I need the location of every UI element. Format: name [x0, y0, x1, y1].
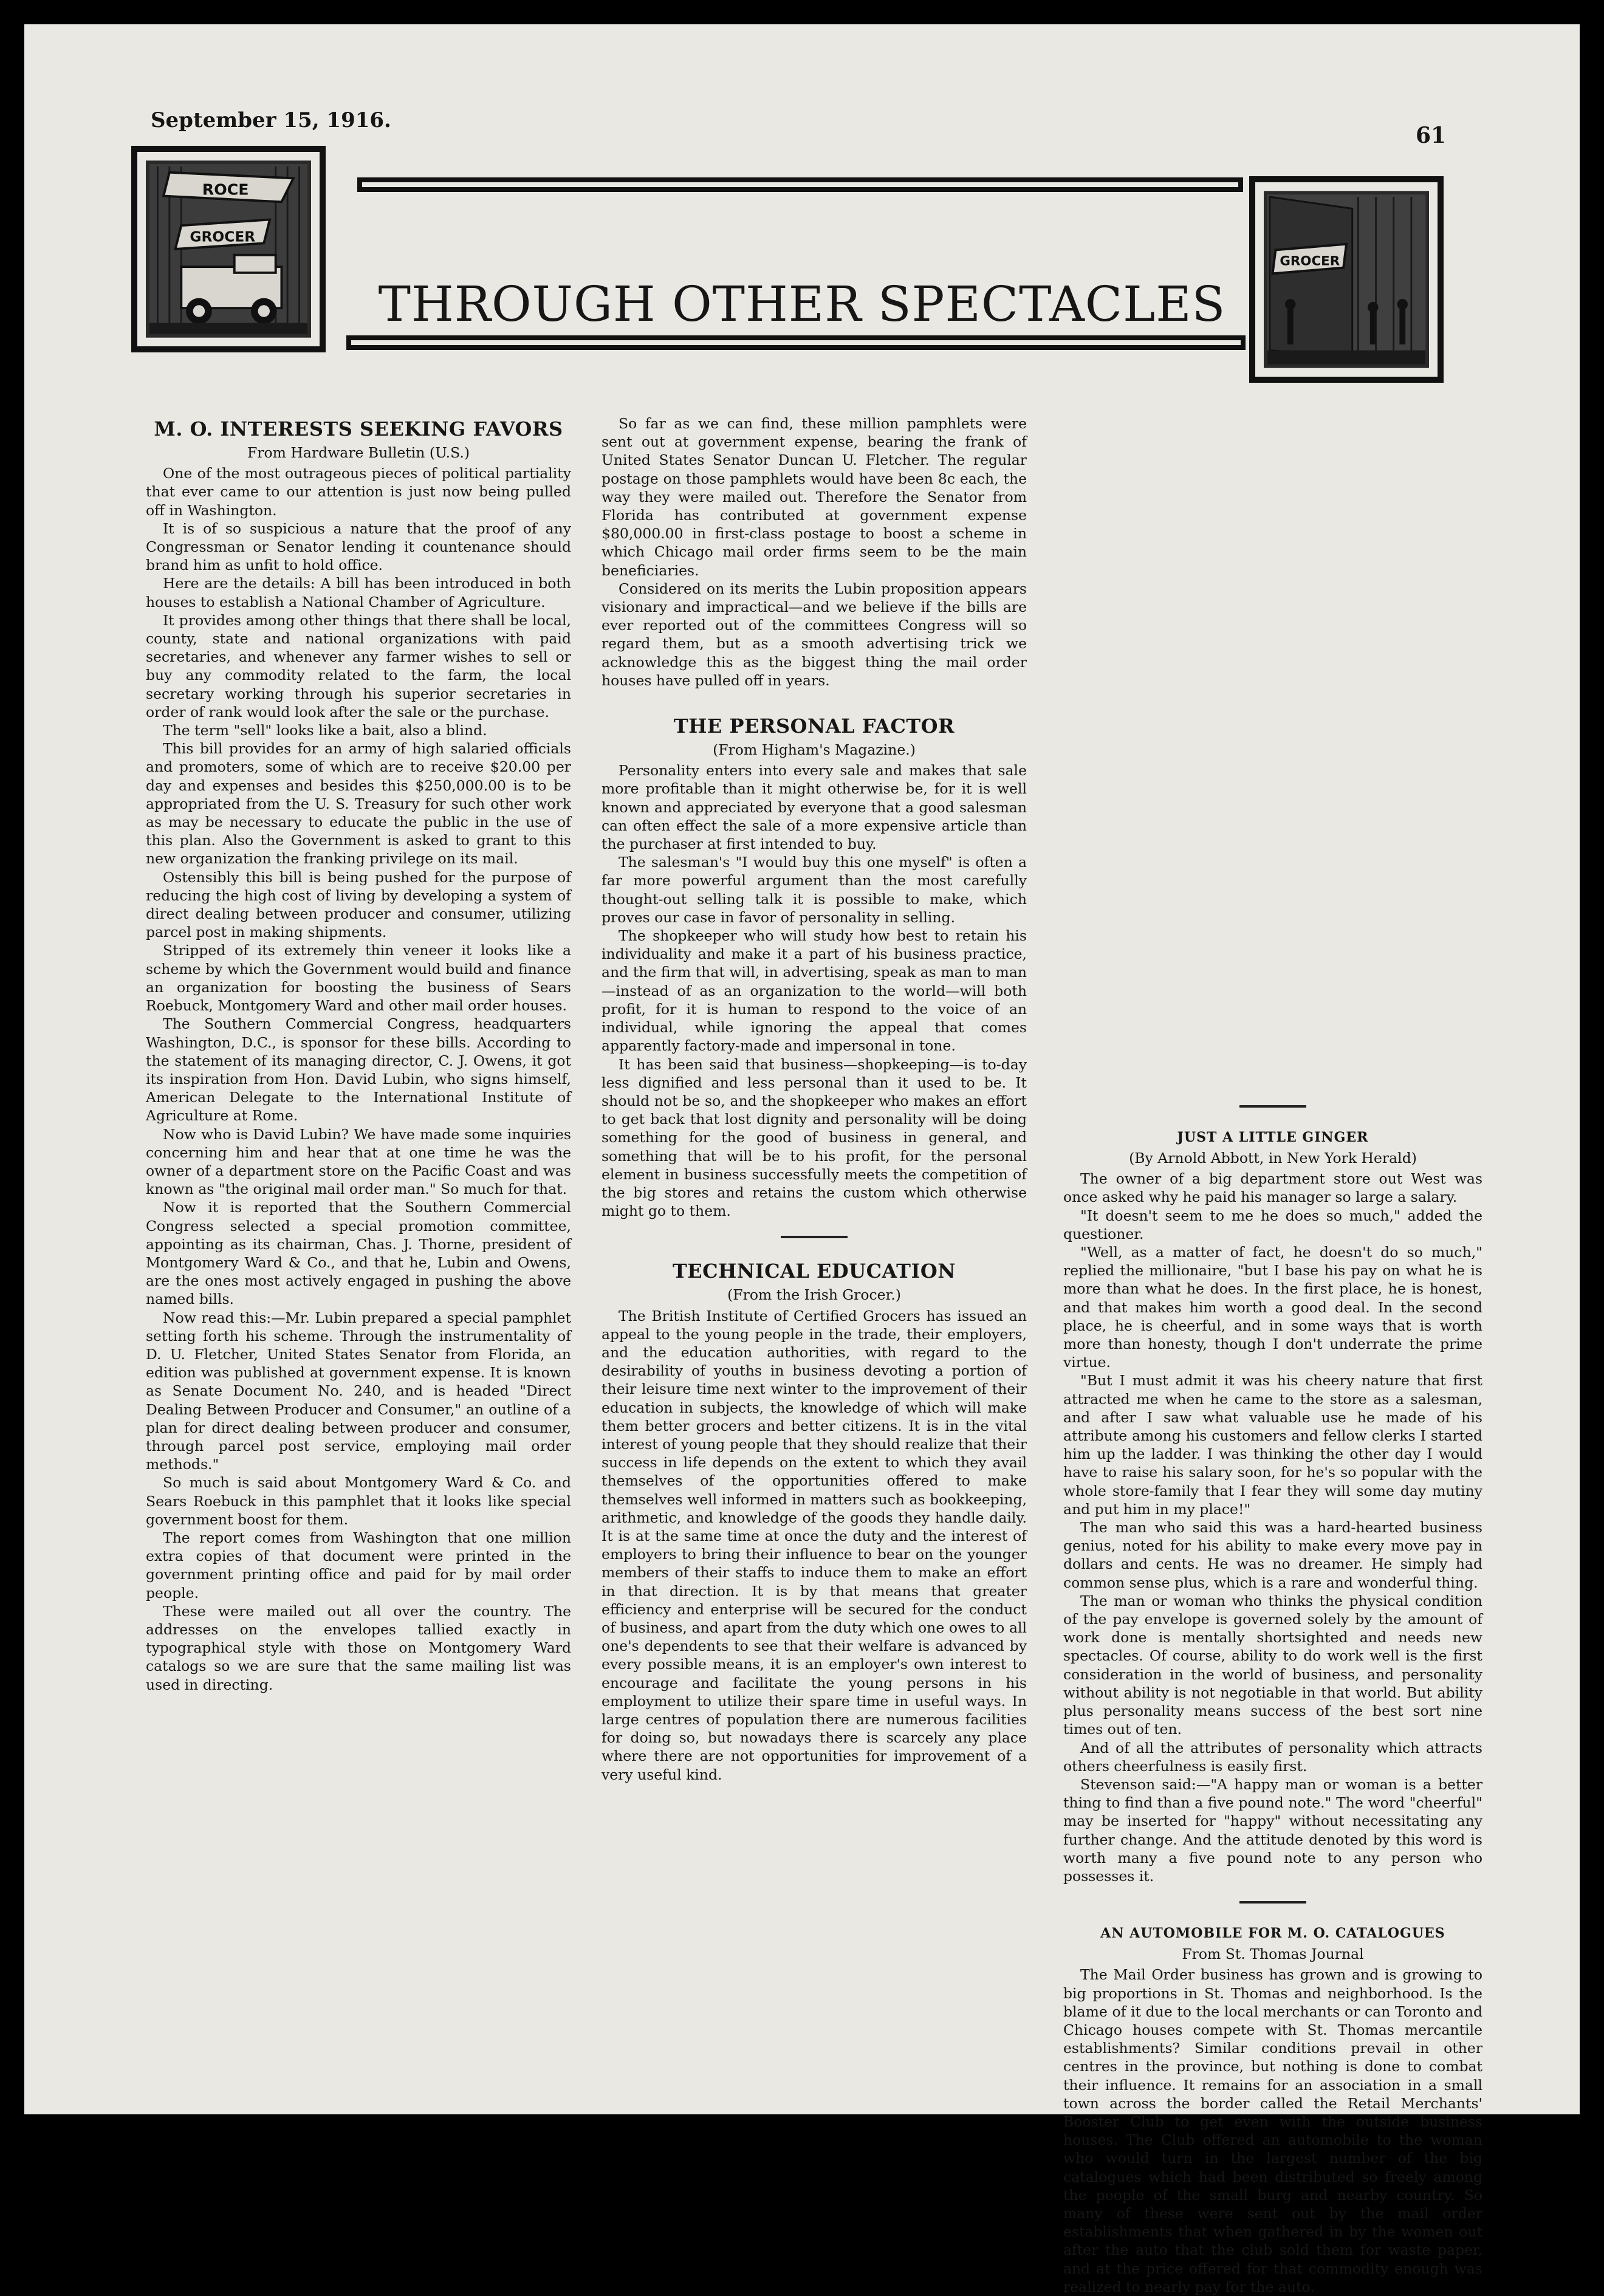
paragraph: This bill provides for an army of high salaried officials and promoters, some of which are to receive $20.00 per day and expenses and besides this $250,000.00 is to be appropriated from the U. S. Treasury for such other work as may be necessary to educate the public in the use of this plan. Also the Government is asked to grant to this new organization the franking privilege on its mail. — [146, 740, 571, 868]
grocery-storefront-pedestrians-icon — [1264, 191, 1429, 368]
paragraph: The man who said this was a hard-hearted business genius, noted for his ability to make every move pay in dollars and cents. He was no dreamer. He simply had common sense plus, which is a rare and wonderful thing. — [1063, 1519, 1482, 1591]
paragraph: "Well, as a matter of fact, he doesn't do so much," replied the millionaire, "but I base his pay on what he is more than what he does. In the first place, he is honest, and that makes him worth a good deal. In the second place, he is cheerful, and in some ways that is worth more than honesty, though I don't underrate the prime virtue. — [1063, 1244, 1482, 1371]
grocery-store-illustration-right — [1249, 176, 1444, 383]
paragraph: The owner of a big department store out West was once asked why he paid his manager so large a salary. — [1063, 1170, 1482, 1206]
article-source: (From the Irish Grocer.) — [727, 1286, 901, 1304]
separator-rule — [1239, 1901, 1306, 1904]
sign-roce: ROCE — [202, 180, 249, 199]
paragraph: The term "sell" looks like a bait, also a blind. — [163, 722, 487, 739]
magazine-page — [24, 24, 1580, 2295]
page-number: 61 — [1416, 123, 1447, 148]
article-heading-mo-interests: M. O. INTERESTS SEEKING FAVORS — [154, 417, 563, 440]
paragraph: The shopkeeper who will study how best to retain his individuality and make it a part of his business practice, and the firm that will, in advertising, speak as man to man—instead of as an organization to the world—will both profit, for it is human to respond to the voice of an individual, while ignoring the appeal that comes apparently factory-made and impersonal in tone. — [602, 927, 1027, 1055]
article-source: (By Arnold Abbott, in New York Herald) — [1129, 1150, 1417, 1167]
paragraph: The man or woman who thinks the physical condition of the pay envelope is governed solely by the amount of work done is mentally shortsighted and needs new spectacles. Of course, ability to do work well is the first consideration in the world of business, and personality without ability is not negotiable in that world. But ability plus personality means success of the best sort nine times out of ten. — [1063, 1592, 1482, 1738]
paragraph: Now who is David Lubin? We have made some inquiries concerning him and hear that at one time he was the owner of a department store on the Pacific Coast and was known as "the original mail order man." So much for that. — [146, 1125, 571, 1198]
paragraph: One of the most outrageous pieces of political partiality that ever came to our attention is just now being pulled off in Washington. — [146, 465, 571, 519]
article-source: From St. Thomas Journal — [1182, 1945, 1364, 1963]
paragraph: It is of so suspicious a nature that the proof of any Congressman or Senator lending it countenance should brand him as unfit to hold office. — [146, 519, 571, 574]
article-source: From Hardware Bulletin (U.S.) — [247, 444, 470, 461]
paragraph: Here are the details: A bill has been introduced in both houses to establish a National Chamber of Agriculture. — [146, 575, 571, 611]
paragraph: Personality enters into every sale and makes that sale more profitable than it might otherwise be, for it is well known and appreciated by everyone that a good salesman can often effect the sale of a more expensive article than the purchaser at first intended to buy. — [602, 762, 1027, 853]
article-heading-technical-education: TECHNICAL EDUCATION — [672, 1259, 956, 1283]
paragraph: "But I must admit it was his cheery nature that first attracted me when he came to the store as a salesman, and after I saw what valuable use he made of his attribute among his customers and fellow clerks I started him up the ladder. I was thinking the other day I would have to raise his salary soon, for he's so popular with the whole store-family that I fear they will some day mutiny and put him in my place!" — [1063, 1372, 1482, 1518]
paragraph: So much is said about Montgomery Ward & Co. and Sears Roebuck in this pamphlet that it looks like special government boost for them. — [146, 1474, 571, 1528]
column-2 — [602, 414, 1027, 1784]
grocery-store-illustration-left — [131, 146, 326, 352]
separator-rule — [1239, 1105, 1306, 1108]
section-title: THROUGH OTHER SPECTACLES — [378, 275, 1226, 332]
paragraph: "It doesn't seem to me he does so much," added the questioner. — [1063, 1207, 1482, 1242]
paragraph: It has been said that business—shopkeeping—is to-day less dignified and less personal than it used to be. It should not be so, and the shopkeeper who makes an effort to get back that lost dignity and personality will be doing something for the good of business in general, and something that will be to his profit, for the personal element in business successfully meets the competition of the big stores and retains the custom which otherwise might go to them. — [602, 1055, 1027, 1220]
paragraph: And of all the attributes of personality which attracts others cheerfulness is easily first. — [1063, 1739, 1482, 1775]
paragraph: The salesman's "I would buy this one myself" is often a far more powerful argument than the most carefully thought-out selling talk it is possible to make, which proves our case in favor of personality in selling. — [602, 854, 1027, 926]
paragraph: The Southern Commercial Congress, headquarters Washington, D.C., is sponsor for these bills. According to the statement of its managing director, C. J. Owens, it got its inspiration from Hon. David Lubin, who signs himself, American Delegate to the International Institute of Agriculture at Rome. — [146, 1015, 571, 1125]
header-rule-bottom — [346, 335, 1246, 350]
paragraph: Stevenson said:—"A happy man or woman is a better thing to find than a five pound note." The word "cheerful" may be inserted for "happy" without necessitating any further change. And the attitude denoted by this word is worth many a five pound note to any person who possesses it. — [1063, 1775, 1482, 1885]
grocery-storefront-car-icon — [146, 160, 311, 338]
article-source: (From Higham's Magazine.) — [713, 741, 916, 759]
paragraph: So far as we can find, these million pamphlets were sent out at government expense, bearing the frank of United States Senator Duncan U. Fletcher. The regular postage on those pamphlets would have been 8c each, the way they were mailed out. Therefore the Senator from Florida has contributed at government expense $80,000.00 in first-class postage to boost a scheme in which Chicago mail order firms seem to be the main beneficiaries. — [602, 415, 1027, 579]
column-3 — [1063, 418, 1482, 2296]
paragraph: Now read this:—Mr. Lubin prepared a special pamphlet setting forth his scheme. Through the instrumentality of D. U. Fletcher, United States Senator from Florida, an edition was published at government expense. It is known as Senate Document No. 240, and is headed "Direct Dealing Between Producer and Consumer," an outline of a plan for direct dealing between producer and consumer, through parcel post service, employing mail order methods." — [146, 1309, 571, 1473]
paragraph: The report comes from Washington that one million extra copies of that document were printed in the government printing office and paid for by mail order people. — [146, 1529, 571, 1602]
separator-rule — [781, 1236, 848, 1238]
article-heading-personal-factor: THE PERSONAL FACTOR — [673, 715, 955, 738]
sign-grocer-right: GROCER — [1280, 253, 1340, 269]
paragraph: These were mailed out all over the country. The addresses on the envelopes tallied exactly in typographical style with those on Montgomery Ward catalogs so we are sure that the same mailing list was used in directing. — [146, 1602, 571, 1693]
article-heading-automobile: AN AUTOMOBILE FOR M. O. CATALOGUES — [1100, 1925, 1445, 1942]
paragraph: Considered on its merits the Lubin proposition appears visionary and impractical—and we believe if the bills are ever reported out of the committees Congress will so regard them, but as a smooth advertising trick we acknowledge this as the biggest thing the mail order houses have pulled off in years. — [602, 580, 1027, 689]
paragraph: It provides among other things that there shall be local, county, state and national organizations with paid secretaries, and whenever any farmer wishes to sell or buy any commodity related to the farm, the local secretary working through his superior secretaries in order of rank would look after the sale or the purchase. — [146, 611, 571, 721]
paragraph: Stripped of its extremely thin veneer it looks like a scheme by which the Government would build and finance an organization for boosting the business of Sears Roebuck, Montgomery Ward and other mail order houses. — [146, 942, 571, 1015]
sign-grocer-left: GROCER — [190, 228, 256, 245]
paragraph: Ostensibly this bill is being pushed for the purpose of reducing the high cost of living by developing a system of direct dealing between producer and consumer, utilizing parcel post in making shipments. — [146, 868, 571, 941]
running-date: September 15, 1916. — [151, 108, 391, 132]
paragraph: The Mail Order business has grown and is growing to big proportions in St. Thomas and neighborhood. Is the blame of it due to the local merchants or can Toronto and Chicago houses compete with St. Thomas mercantile establishments? Similar conditions prevail in other centres in the province, but nothing is done to combat their influence. It remains for an association in a small town across the border called the Retail Merchants' Booster Club to get even with the outside business houses. The Club offered an automobile to the woman who would turn in the largest number of the big catalogues which had been distributed so freely among the people of the small burg and nearby country. So many of these were sent out by the mail order establishments that when gathered in by the women out after the auto that the club sold them for waste paper, and at the price offered for that commodity enough was realized to nearly pay for the auto. — [1063, 1966, 1482, 2295]
paragraph: Now it is reported that the Southern Commercial Congress selected a special promotion committee, appointing as its chairman, Chas. J. Thorne, president of Montgomery Ward & Co., and that he, Lubin and Owens, are the ones most actively engaged in pushing the above named bills. — [146, 1199, 571, 1308]
header-rule-top — [357, 177, 1243, 192]
article-heading-little-ginger: JUST A LITTLE GINGER — [1177, 1129, 1369, 1145]
column-1 — [146, 417, 571, 1694]
paragraph: The British Institute of Certified Grocers has issued an appeal to the young people in the trade, their employers, and the education authorities, with regard to the desirability of youths in business devoting a portion of their leisure time next winter to the improvement of their education in subjects, the knowledge of which will make them better grocers and better citizens. It is in the vital interest of young people that they should realize that their success in life depends on the extent to which they avail themselves of the opportunities offered to make themselves well informed in matters such as bookkeeping, arithmetic, and knowledge of the goods they handle daily. It is at the same time at once the duty and the interest of employers to bring their influence to bear on the younger members of their staffs to induce them to make an effort in that direction. It is by that means that greater efficiency and enterprise will be secured for the conduct of business, and apart from the duty which one owes to all one's dependents to see that their welfare is advanced by every possible means, it is an employer's own interest to encourage and facilitate the young persons in his employment to utilize their spare time in useful ways. In large centres of population there are numerous facilities for doing so, but nowadays there is scarcely any place where there are not opportunities for improvement of a very useful kind. — [602, 1307, 1027, 1783]
